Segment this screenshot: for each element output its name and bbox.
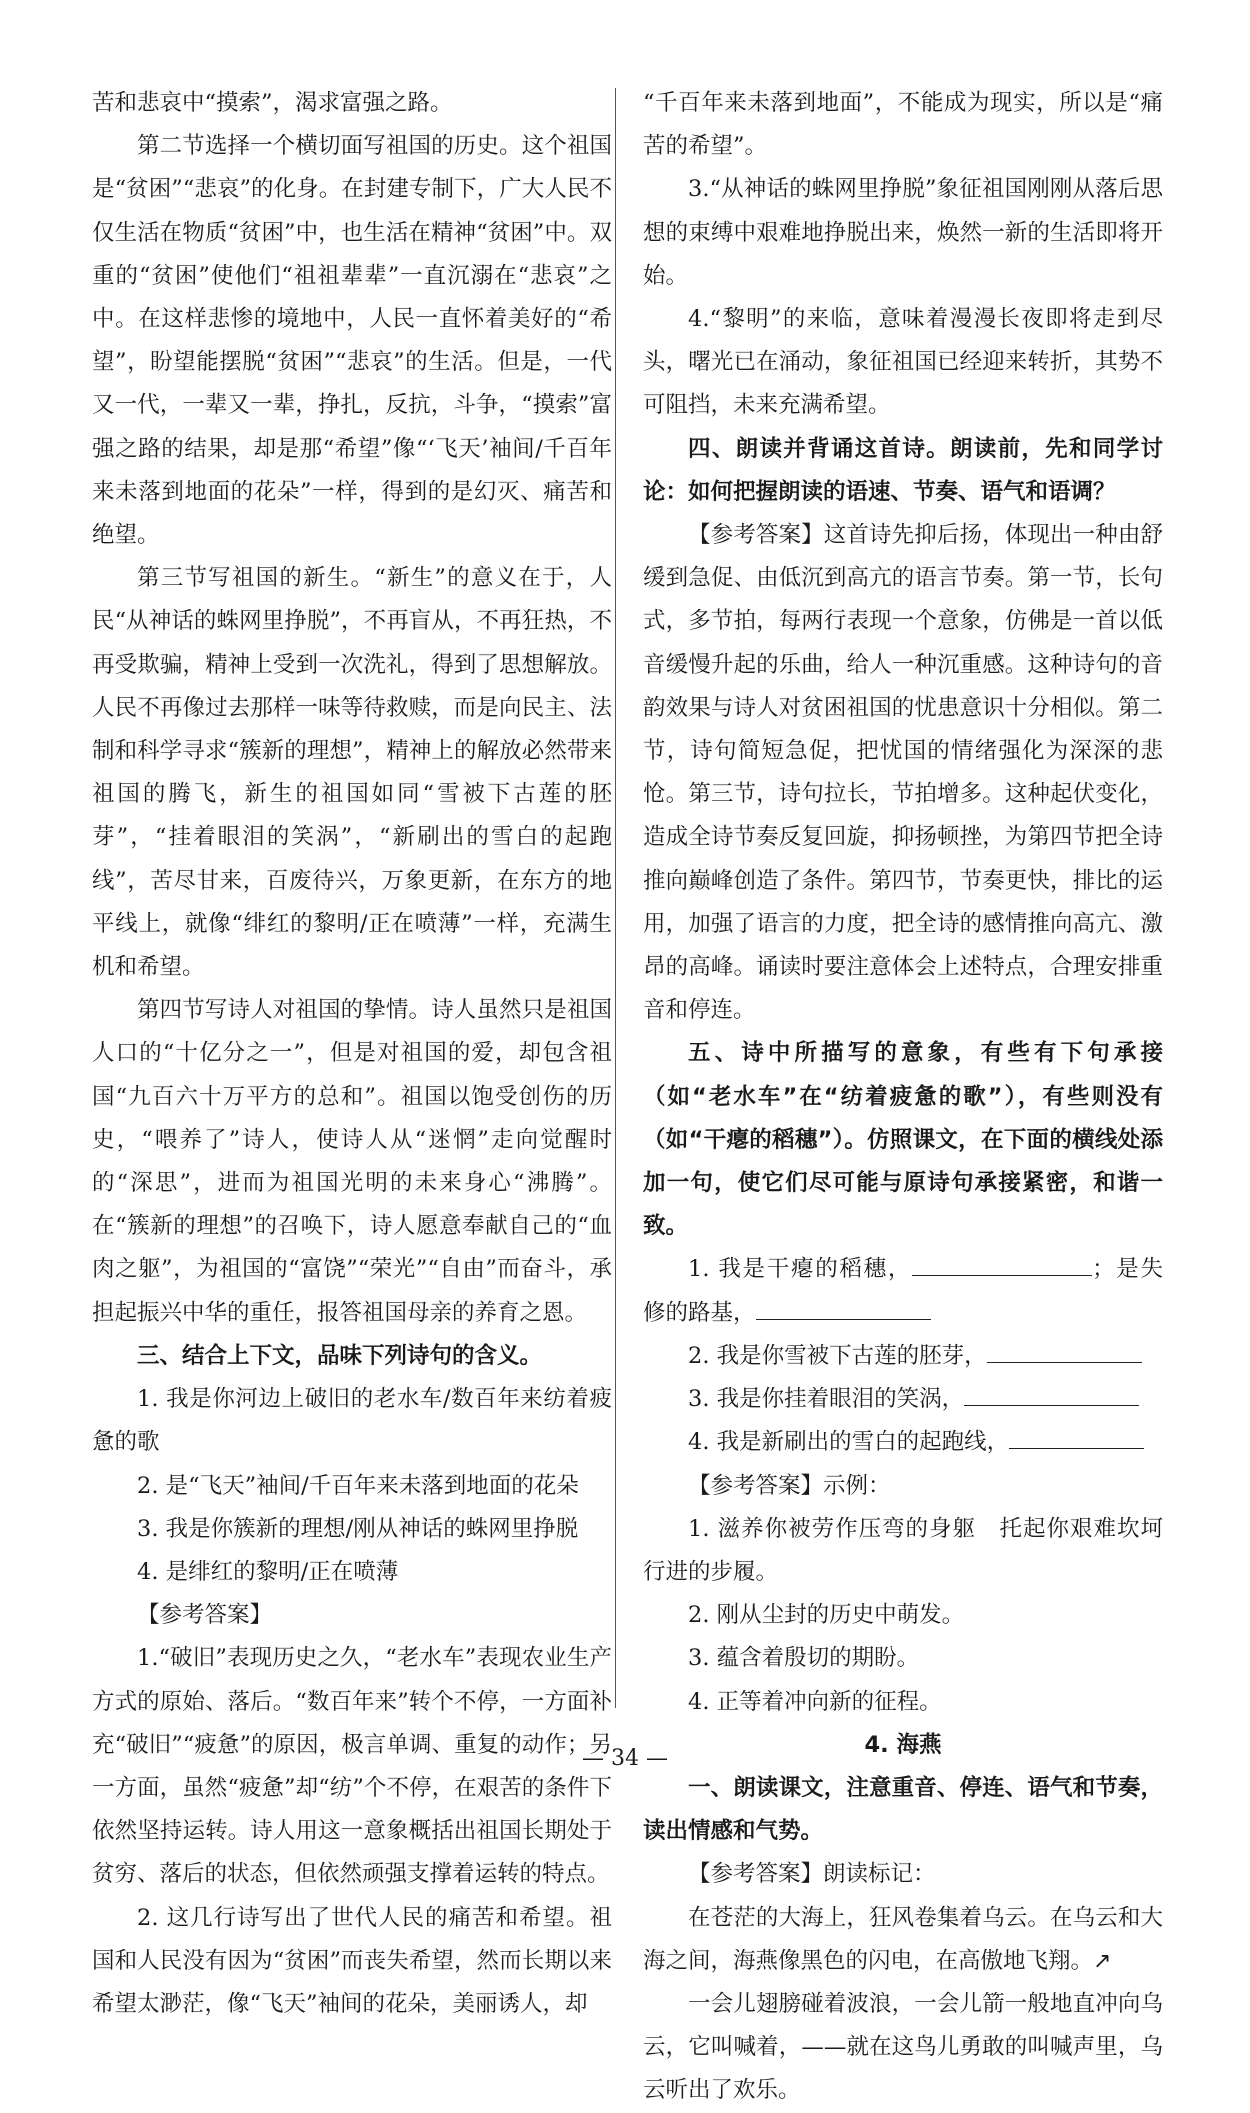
answer-paragraph: 4.“黎明”的来临，意味着漫漫长夜即将走到尽头，曙光已在涌动，象征祖国已经迎来转折，其势不可阻挡，未来充满希望。	[643, 306, 1163, 419]
paragraph: 第二节选择一个横切面写祖国的历史。这个祖国是“贫困”“悲哀”的化身。在封建专制下，广大人民不仅生活在物质“贫困”中，也生活在精神“贫困”中。双重的“贫困”使他们“祖祖辈辈”一直沉溺在“悲哀”之中。在这样悲惨的境地中，人民一直怀着美好的“希望”，盼望能摆脱“贫困”“悲哀”的生活。但是，一代又一代，一辈又一辈，挣扎，反抗，斗争，“摸索”富强之路的结果，却是那“希望”像“‘飞天’袖间/千百年来未落到地面的花朵”一样，得到的是幻灭、痛苦和绝望。	[92, 133, 612, 549]
answer-paragraph: “千百年来未落到地面”，不能成为现实，所以是“痛苦的希望”。	[643, 90, 1163, 160]
answer-paragraph: 1. 滋养你被劳作压弯的身躯 托起你艰难坎坷行进的步履。	[643, 1515, 1163, 1585]
question-item: 3. 我是你簇新的理想/刚从神话的蛛网里挣脱	[137, 1515, 579, 1542]
paragraph: 第三节写祖国的新生。“新生”的意义在于，人民“从神话的蛛网里挣脱”，不再盲从，不再狂热，不再受欺骗，精神上受到一次洗礼，得到了思想解放。人民不再像过去那样一味等待救赎，而是向民主、法制和科学寻求“簇新的理想”，精神上的解放必然带来祖国的腾飞，新生的祖国如同“雪被下古莲的胚芽”，“挂着眼泪的笑涡”，“新刷出的雪白的起跑线”，苦尽甘来，百废待兴，万象更新，在东方的地平线上，就像“绯红的黎明/正在喷薄”一样，充满生机和希望。	[92, 565, 612, 981]
question-heading: 五、诗中所描写的意象，有些有下句承接（如“老水车”在“纺着疲惫的歌”），有些则没有（如“干瘪的稻穗”）。仿照课文，在下面的横线处添加一句，使它们尽可能与原诗句承接紧密，和谐一致。	[643, 1040, 1163, 1240]
answer-blank[interactable]	[964, 1379, 1139, 1406]
page-number: — 34 —	[582, 1746, 668, 1771]
answer-paragraph: 4. 正等着冲向新的征程。	[688, 1688, 942, 1715]
column-divider	[615, 88, 616, 1708]
question-heading: 四、朗读并背诵这首诗。朗读前，先和同学讨论：如何把握朗读的语速、节奏、语气和语调？	[643, 435, 1163, 505]
question-heading: 三、结合上下文，品味下列诗句的含义。	[137, 1342, 543, 1369]
fill-item-text: 4. 我是新刷出的雪白的起跑线，	[688, 1429, 1010, 1456]
answer-paragraph: 3.“从神话的蛛网里挣脱”象征祖国刚刚从落后思想的束缚中艰难地挣脱出来，焕然一新的生活即将开始。	[643, 176, 1163, 289]
answer-blank[interactable]	[912, 1249, 1092, 1276]
answer-blank[interactable]	[987, 1336, 1142, 1363]
answer-label: 【参考答案】朗读标记：	[688, 1861, 936, 1888]
answer-paragraph: 3. 蕴含着殷切的期盼。	[688, 1645, 920, 1672]
answer-blank[interactable]	[1009, 1422, 1144, 1449]
answer-label: 【参考答案】	[137, 1602, 273, 1629]
answer-paragraph	[643, 1897, 1163, 1983]
reading-text: 在苍茫的大海上，狂风卷集着乌云。在乌云和大海之间，海燕像黑色的闪电，在高傲地飞翔。	[643, 1904, 1163, 1974]
rising-intonation-arrow-icon: ↗	[1093, 1948, 1112, 1974]
fill-item	[643, 1335, 1163, 1378]
answer-blank[interactable]	[756, 1293, 931, 1320]
fill-item	[643, 1248, 1163, 1334]
fill-item-text: 2. 我是你雪被下古莲的胚芽，	[688, 1342, 987, 1369]
lesson-title: 4. 海燕	[864, 1731, 942, 1758]
right-column	[643, 82, 1163, 2113]
question-item: 1. 我是你河边上破旧的老水车/数百年来纺着疲惫的歌	[92, 1386, 612, 1456]
fill-item-text: ；是失修的路基，	[643, 1256, 1163, 1326]
question-item: 2. 是“飞天”袖间/千百年来未落到地面的花朵	[137, 1472, 579, 1499]
answer-paragraph: 【参考答案】这首诗先抑后扬，体现出一种由舒缓到急促、由低沉到高亢的语言节奏。第一节，长句式，多节拍，每两行表现一个意象，仿佛是一首以低音缓慢升起的乐曲，给人一种沉重感。这种诗句的音韵效果与诗人对贫困祖国的忧患意识十分相似。第二节，诗句简短急促，把忧国的情绪强化为深深的悲怆。第三节，诗句拉长，节拍增多。这种起伏变化，造成全诗节奏反复回旋，抑扬顿挫，为第四节把全诗推向巅峰创造了条件。第四节，节奏更快，排比的运用，加强了语言的力度，把全诗的感情推向高亢、激昂的高峰。诵读时要注意体会上述特点，合理安排重音和停连。	[643, 522, 1163, 1024]
paragraph: 苦和悲哀中“摸索”，渴求富强之路。	[92, 90, 453, 116]
question-heading: 一、朗读课文，注意重音、停连、语气和节奏，读出情感和气势。	[643, 1774, 1163, 1845]
answer-paragraph: 一会儿翅膀碰着波浪，一会儿箭一般地直冲向乌云，它叫喊着，——就在这鸟儿勇敢的叫喊声里，乌云听出了欢乐。	[643, 1990, 1163, 2104]
question-item: 4. 是绯红的黎明/正在喷薄	[137, 1558, 399, 1585]
fill-item	[643, 1421, 1163, 1464]
answer-paragraph: 2. 刚从尘封的历史中萌发。	[688, 1602, 965, 1629]
fill-item-text: 1. 我是干瘪的稻穗，	[688, 1256, 913, 1283]
answer-label: 【参考答案】示例：	[688, 1472, 891, 1499]
left-column	[92, 82, 612, 2026]
fill-item-text: 3. 我是你挂着眼泪的笑涡，	[688, 1386, 965, 1413]
answer-paragraph: 2. 这几行诗写出了世代人民的痛苦和希望。祖国和人民没有因为“贫困”而丧失希望，然而长期以来希望太渺茫，像“飞天”袖间的花朵，美丽诱人，却	[92, 1904, 612, 2017]
answer-paragraph: 1.“破旧”表现历史之久，“老水车”表现农业生产方式的原始、落后。“数百年来”转个不停，一方面补充“破旧”“疲惫”的原因，极言单调、重复的动作；另一方面，虽然“疲惫”却“纺”个不停，在艰苦的条件下依然坚持运转。诗人用这一意象概括出祖国长期处于贫穷、落后的状态，但依然顽强支撑着运转的特点。	[92, 1645, 612, 1888]
paragraph: 第四节写诗人对祖国的挚情。诗人虽然只是祖国人口的“十亿分之一”，但是对祖国的爱，却包含祖国“九百六十万平方的总和”。祖国以饱受创伤的历史，“喂养了”诗人，使诗人从“迷惘”走向觉醒时的“深思”，进而为祖国光明的未来身心“沸腾”。在“簇新的理想”的召唤下，诗人愿意奉献自己的“血肉之躯”，为祖国的“富饶”“荣光”“自由”而奋斗，承担起振兴中华的重任，报答祖国母亲的养育之恩。	[92, 997, 612, 1326]
fill-item	[643, 1378, 1163, 1421]
